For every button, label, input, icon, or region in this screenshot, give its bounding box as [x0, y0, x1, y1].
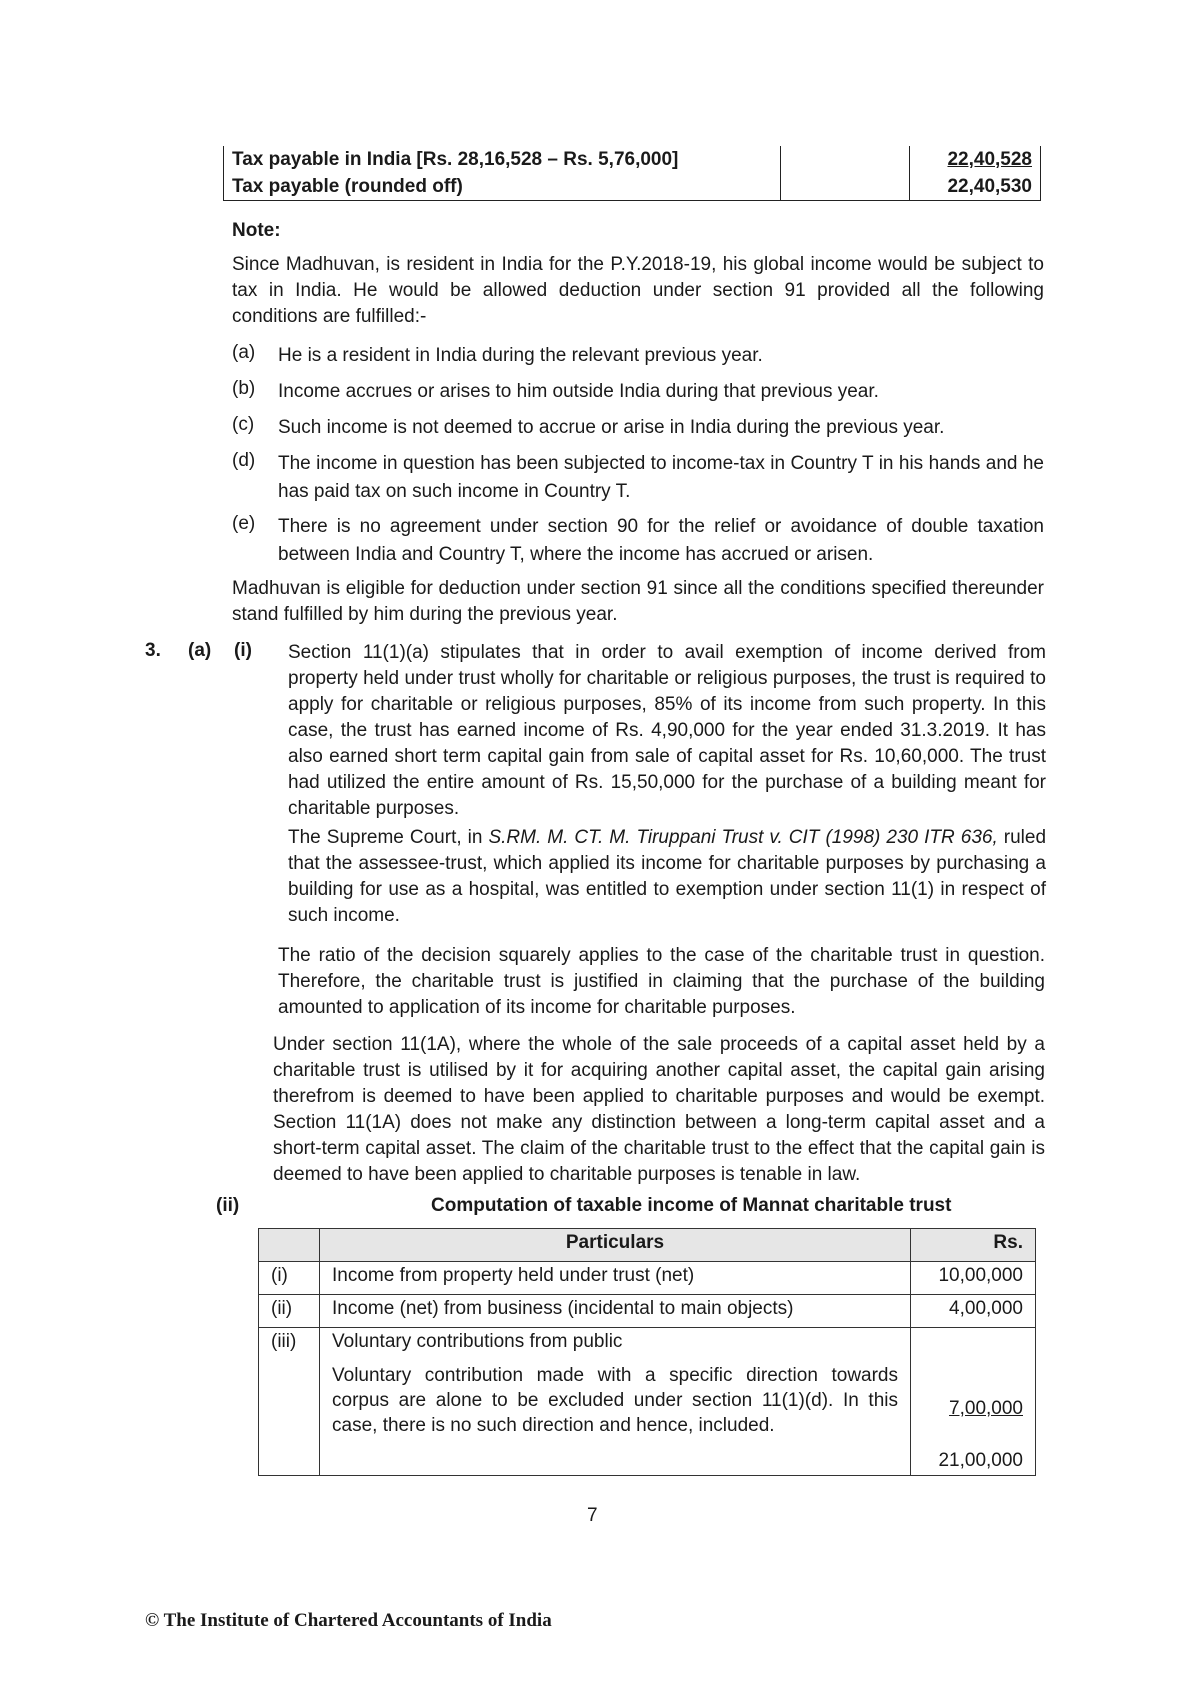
question-number: 3.	[145, 640, 161, 661]
row-amount: 10,00,000	[911, 1262, 1036, 1295]
condition-text: The income in question has been subjected to income-tax in Country T in his hands and he has paid tax on such income in Country T.	[278, 453, 1044, 502]
footer-copyright: © The Institute of Chartered Accountants of India	[145, 1610, 552, 1631]
total-row	[259, 1441, 1036, 1476]
table-row	[224, 173, 1041, 201]
row-amount: 4,00,000	[911, 1295, 1036, 1328]
computation-table	[258, 1228, 1036, 1476]
note-conclusion: Madhuvan is eligible for deduction under section 91 since all the conditions specified thereunder stand fulfilled by him during the previous year.	[232, 578, 1044, 625]
condition-text: There is no agreement under section 90 for the relief or avoidance of double taxation between India and Country T, where the income has accrued or arisen.	[278, 516, 1044, 565]
header-amount: Rs.	[911, 1229, 1036, 1262]
condition-text: He is a resident in India during the relevant previous year.	[278, 345, 763, 366]
table-row	[259, 1360, 1036, 1441]
row-particular: Income (net) from business (incidental to main objects)	[320, 1295, 911, 1328]
row-amount: 22,40,528	[910, 146, 1041, 173]
condition-d	[232, 450, 1044, 506]
condition-label: (c)	[232, 414, 255, 435]
sub-part-i: (i)	[234, 640, 252, 661]
condition-text: Such income is not deemed to accrue or arise in India during the previous year.	[278, 417, 945, 438]
tax-payable-table	[223, 146, 1041, 201]
contribution-note: Voluntary contribution made with a specific direction towards corpus are alone to be excluded under section 11(1)(d). In this case, there is no such direction and hence, included.	[320, 1360, 911, 1441]
condition-a	[232, 342, 1044, 370]
table-row	[259, 1262, 1036, 1295]
total-amount: 21,00,000	[911, 1441, 1036, 1476]
condition-e	[232, 513, 1044, 569]
condition-c	[232, 414, 1044, 442]
page-number: 7	[587, 1505, 598, 1526]
sub-part-ii: (ii)	[216, 1195, 240, 1216]
para-ratio: The ratio of the decision squarely applies to the case of the charitable trust in question. Therefore, the charitable trust is justified in claiming that the purchase of the building amounted to application of its income for charitable purposes.	[278, 945, 1045, 1018]
condition-b	[232, 378, 1044, 406]
condition-label: (b)	[232, 378, 256, 399]
row-label: Tax payable in India [Rs. 28,16,528 – Rs. 5,76,000]	[224, 146, 781, 173]
condition-label: (e)	[232, 513, 256, 534]
row-number: (iii)	[259, 1328, 320, 1361]
para-section-11: Section 11(1)(a) stipulates that in order to avail exemption of income derived from property held under trust wholly for charitable or religious purposes, the trust is required to apply for charitable or religious purposes, 85% of its income from such property. In this case, the trust has earned income of Rs. 4,90,000 for the year ended 31.3.2019. It has also earned short term capital gain from sale of capital asset for Rs. 10,60,000. The trust had utilized the entire amount of Rs. 15,50,000 for the purchase of a building meant for charitable purposes.	[288, 642, 1046, 819]
table-header	[259, 1229, 1036, 1262]
row-particular: Income from property held under trust (net)	[320, 1262, 911, 1295]
table-row	[259, 1328, 1036, 1361]
contribution-amount: 7,00,000	[949, 1398, 1023, 1419]
row-number: (i)	[259, 1262, 320, 1295]
table-row	[259, 1295, 1036, 1328]
case-citation: S.RM. M. CT. M. Tiruppani Trust v. CIT (1998) 230 ITR 636,	[488, 827, 998, 848]
row-amount: 22,40,530	[910, 173, 1041, 201]
note-heading: Note:	[232, 220, 281, 241]
row-particular: Voluntary contributions from public	[320, 1328, 911, 1361]
row-label: Tax payable (rounded off)	[224, 173, 781, 201]
para-section-11-1A: Under section 11(1A), where the whole of the sale proceeds of a capital asset held by a charitable trust is utilised by it for acquiring another capital asset, the capital gain arising therefrom is deemed to have been applied to charitable purposes and would be exempt. Section 11(1A) does not make any distinction between a long-term capital asset and a short-term capital asset. The claim of the charitable trust to the effect that the capital gain is deemed to have been applied to charitable purposes is tenable in law.	[273, 1034, 1045, 1185]
condition-text: Income accrues or arises to him outside India during that previous year.	[278, 381, 879, 402]
para-supreme-court: The Supreme Court, in S.RM. M. CT. M. Tiruppani Trust v. CIT (1998) 230 ITR 636, ruled that the assessee-trust, which applied its income for charitable purposes by purchasing a building for use as a hospital, was entitled to exemption under section 11(1) in respect of such income.	[288, 827, 1047, 926]
computation-title: Computation of taxable income of Mannat charitable trust	[431, 1195, 952, 1216]
condition-label: (a)	[232, 342, 256, 363]
header-particulars: Particulars	[320, 1229, 911, 1262]
row-number: (ii)	[259, 1295, 320, 1328]
table-row	[224, 146, 1041, 173]
condition-label: (d)	[232, 450, 256, 471]
question-part: (a)	[188, 640, 212, 661]
note-intro: Since Madhuvan, is resident in India for the P.Y.2018-19, his global income would be subject to tax in India. He would be allowed deduction under section 91 provided all the following conditions are fulfilled:-	[232, 254, 1044, 327]
